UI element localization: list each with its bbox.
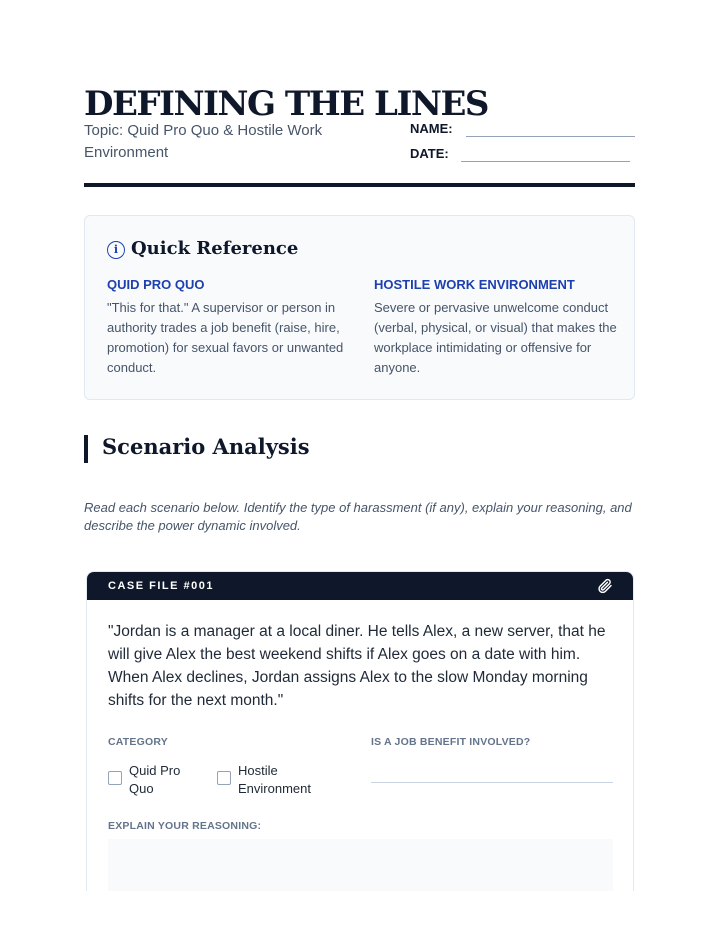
hostile-environment-checkbox[interactable] [217, 771, 231, 785]
hostile-environment-text: Severe or pervasive unwelcome conduct (verbal, physical, or visual) that makes the workplace intimidating or offensive for anyone. [374, 300, 617, 375]
reasoning-label: EXPLAIN YOUR REASONING: [108, 820, 262, 832]
date-label: DATE: [410, 146, 449, 161]
instructions-text: Read each scenario below. Identify the type of harassment (if any), explain your reasoning, and describe the power dynamic involved. [84, 500, 632, 533]
quick-reference-panel [84, 215, 635, 400]
hostile-environment-heading: HOSTILE WORK ENVIRONMENT [374, 277, 575, 292]
category-label: CATEGORY [108, 736, 168, 748]
worksheet-title: DEFINING THE LINES [84, 84, 488, 124]
worksheet-topic: Topic: Quid Pro Quo & Hostile Work Environment [84, 122, 323, 161]
reasoning-textarea[interactable] [108, 839, 613, 891]
quick-reference-title: Quick Reference [131, 238, 299, 259]
quid-pro-quo-checkbox[interactable] [108, 771, 122, 785]
quid-pro-quo-option-label: Quid Pro Quo [129, 763, 181, 796]
case-file-card [86, 571, 634, 891]
job-benefit-answer-field[interactable] [371, 782, 613, 783]
hostile-environment-definition [374, 277, 618, 378]
info-icon: i [107, 241, 125, 259]
quid-pro-quo-text: "This for that." A supervisor or person in authority trades a job benefit (raise, hire, promotion) for sexual favors or unwanted conduct. [107, 300, 344, 375]
section-title: Scenario Analysis [102, 434, 310, 459]
quid-pro-quo-heading: QUID PRO QUO [107, 277, 205, 292]
name-field[interactable] [466, 136, 635, 137]
quid-pro-quo-definition [107, 277, 351, 378]
case-file-header [87, 572, 633, 600]
scenario-text: "Jordan is a manager at a local diner. He tells Alex, a new server, that he will give Alex the best weekend shifts if Alex goes on a date with him. When Alex declines, Jordan assigns Alex to the slow Monday morning shifts for the next month." [108, 623, 606, 709]
hostile-environment-option-label: Hostile Environment [238, 763, 311, 796]
date-field[interactable] [461, 161, 630, 162]
header-divider [84, 183, 635, 187]
job-benefit-label: IS A JOB BENEFIT INVOLVED? [371, 736, 531, 748]
paperclip-icon [597, 578, 613, 594]
case-file-label: CASE FILE #001 [108, 580, 214, 592]
name-label: NAME: [410, 121, 453, 136]
section-accent-bar [84, 435, 88, 463]
